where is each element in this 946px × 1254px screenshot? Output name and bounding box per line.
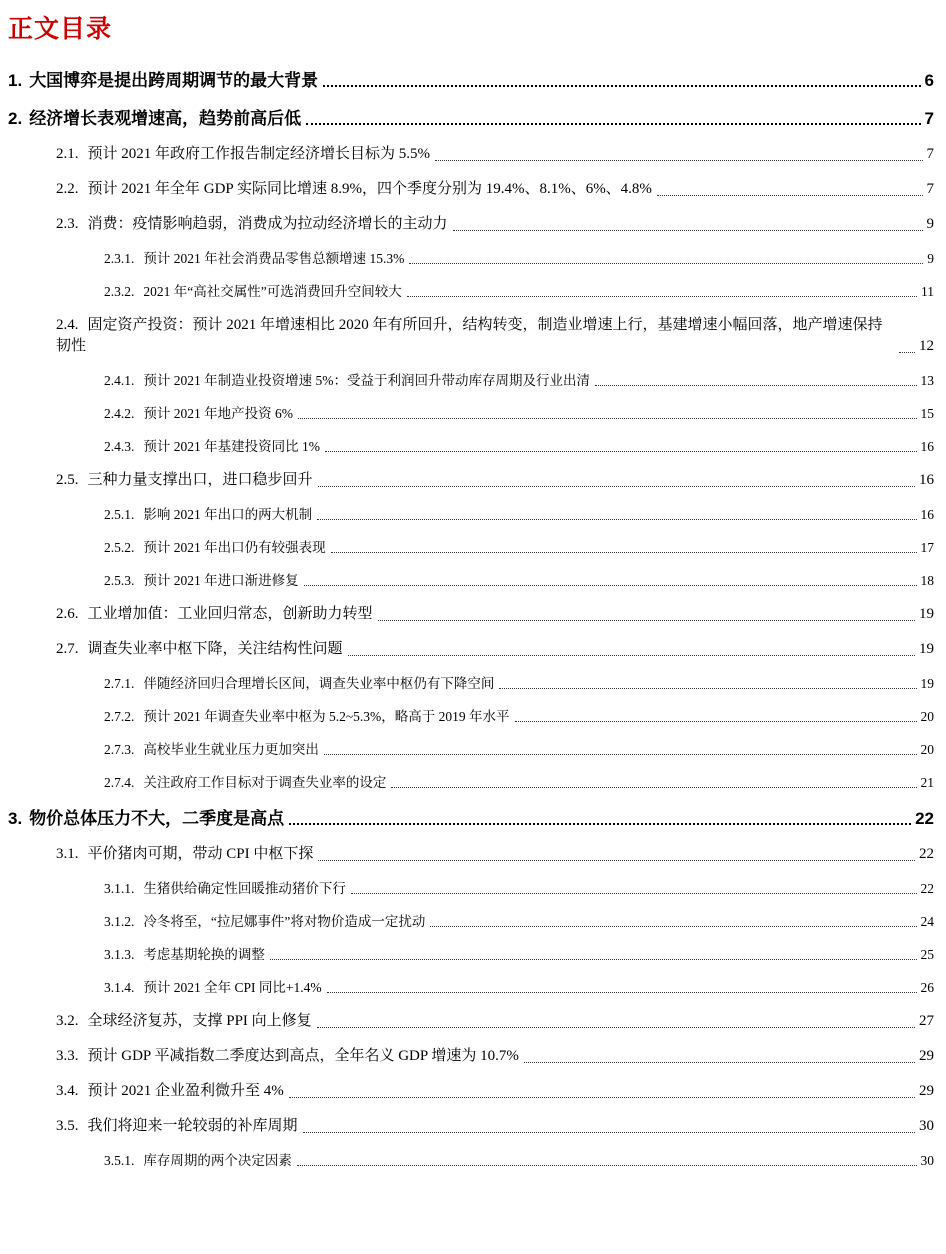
toc-entry-title: 物价总体压力不大，二季度是高点 [29, 809, 285, 828]
toc-entry-number: 2. [8, 109, 23, 128]
toc-entry-page-number: 30 [920, 1153, 934, 1168]
toc-entry-label [104, 978, 322, 997]
toc-entry-title: 预计 2021 年进口渐进修复 [143, 573, 299, 588]
dot-leader [331, 551, 917, 553]
toc-entry-number: 2.3. [56, 216, 79, 232]
dot-leader [409, 262, 923, 264]
dot-leader [318, 859, 915, 861]
toc-entry-page-number: 22 [920, 881, 934, 896]
toc-entry-page-number: 9 [927, 251, 934, 266]
toc-entry[interactable] [104, 282, 934, 301]
toc-entry-number: 3. [8, 809, 23, 828]
dot-leader [453, 229, 923, 231]
toc-entry-label [104, 538, 326, 557]
toc-entry[interactable] [56, 144, 934, 165]
dot-leader [270, 958, 917, 960]
dot-leader [303, 1131, 915, 1133]
toc-entry-number: 2.1. [56, 146, 79, 162]
toc-entry-number: 2.3.2. [104, 284, 135, 299]
toc-entry-title: 库存周期的两个决定因素 [143, 1153, 292, 1168]
toc-entry-title: 消费：疫情影响趋弱，消费成为拉动经济增长的主动力 [87, 216, 448, 232]
dot-leader [524, 1061, 915, 1063]
toc-entry-label [56, 470, 313, 491]
dot-leader [595, 384, 917, 386]
toc-entry-label [104, 571, 299, 590]
toc-entry[interactable] [104, 249, 934, 268]
toc-entry[interactable] [104, 404, 934, 423]
toc-entry-page-number: 7 [926, 181, 934, 197]
dot-leader [323, 84, 920, 87]
toc-entry-title: 预计 2021 年制造业投资增速 5%：受益于利润回升带动库存周期及行业出清 [143, 373, 590, 388]
dot-leader [304, 584, 917, 586]
toc-entry-number: 2.4. [56, 317, 79, 333]
toc-entry-page-number: 15 [920, 406, 934, 421]
toc-entry-number: 3.1. [56, 846, 79, 862]
toc-entry-page-number: 7 [924, 109, 934, 128]
toc-entry-page-number: 20 [920, 709, 934, 724]
toc-entry-title: 生猪供给确定性回暖推动猪价下行 [143, 881, 346, 896]
toc-entry-number: 3.5.1. [104, 1153, 135, 1168]
toc-entry[interactable] [104, 674, 934, 693]
toc-entry-page-number: 16 [920, 507, 934, 522]
toc-entry-label [104, 879, 346, 898]
toc-entry-number: 2.7. [56, 641, 79, 657]
toc-entry-title: 调查失业率中枢下降，关注结构性问题 [87, 641, 343, 657]
toc-entry-label [8, 108, 301, 130]
toc-entry-label [8, 70, 318, 92]
toc-entry-page-number: 29 [919, 1083, 934, 1099]
toc-entry-page-number: 22 [919, 846, 934, 862]
toc-entry-label [56, 315, 894, 357]
toc-entry-number: 2.2. [56, 181, 79, 197]
toc-entry-title: 工业增加值：工业回归常态，创新助力转型 [87, 606, 373, 622]
toc-entry[interactable] [104, 571, 934, 590]
toc-entry-label [56, 1116, 298, 1137]
toc-entry-label [104, 945, 265, 964]
toc-entry-page-number: 7 [926, 146, 934, 162]
toc-entry-page-number: 21 [920, 775, 934, 790]
toc-entry-label [56, 144, 430, 165]
page-title: 正文目录 [8, 15, 113, 43]
toc-entry-number: 2.5.1. [104, 507, 135, 522]
toc-entry-number: 3.1.4. [104, 980, 135, 995]
dot-leader [348, 654, 915, 656]
dot-leader [325, 450, 917, 452]
toc-entry-page-number: 26 [920, 980, 934, 995]
dot-leader [407, 295, 917, 297]
toc-entry-label [104, 707, 510, 726]
toc-entry-label [104, 1151, 292, 1170]
toc-entry-number: 2.7.3. [104, 742, 135, 757]
toc-entry-label [56, 1011, 312, 1032]
dot-leader [289, 1096, 915, 1098]
toc-entry-number: 3.5. [56, 1118, 79, 1134]
toc-entry-number: 2.7.4. [104, 775, 135, 790]
toc-entry-page-number: 18 [920, 573, 934, 588]
toc-entry[interactable] [104, 740, 934, 759]
toc-entry[interactable] [104, 707, 934, 726]
toc-entry[interactable] [56, 1116, 934, 1137]
toc-entry[interactable] [56, 179, 934, 200]
toc-entry-number: 2.6. [56, 606, 79, 622]
toc-entry-label [104, 404, 293, 423]
toc-entry-number: 3.1.1. [104, 881, 135, 896]
dot-leader [289, 822, 911, 825]
toc-entry-title: 预计 2021 年出口仍有较强表现 [143, 540, 326, 555]
dot-leader [435, 159, 923, 161]
toc-entry[interactable] [104, 978, 934, 997]
toc-entry-number: 2.7.1. [104, 676, 135, 691]
toc-entry[interactable] [104, 879, 934, 898]
toc-entry-label [56, 1046, 519, 1067]
toc-entry-title: 经济增长表观增速高，趋势前高后低 [29, 109, 302, 128]
toc-entry-title: 考虑基期轮换的调整 [143, 947, 265, 962]
dot-leader [306, 122, 920, 125]
dot-leader [351, 892, 917, 894]
toc-entry-title: 影响 2021 年出口的两大机制 [143, 507, 313, 522]
toc-entry[interactable] [56, 315, 934, 357]
toc-entry-label [56, 179, 652, 200]
toc-entry-label [8, 808, 284, 830]
toc-entry-title: 关注政府工作目标对于调查失业率的设定 [143, 775, 387, 790]
toc-entry[interactable] [8, 108, 934, 130]
toc-entry[interactable] [104, 1151, 934, 1170]
toc-entry-label [56, 604, 373, 625]
toc-entry-title: 预计 2021 企业盈利微升至 4% [87, 1083, 284, 1099]
toc-entry-page-number: 13 [920, 373, 934, 388]
toc-entry-number: 2.5. [56, 472, 79, 488]
toc-entry-label [56, 639, 343, 660]
toc-entry[interactable] [104, 437, 934, 456]
toc-entry-page-number: 20 [920, 742, 934, 757]
toc-entry-label [104, 437, 320, 456]
toc-entry-page-number: 16 [919, 472, 934, 488]
toc-entry-title: 伴随经济回归合理增长区间，调查失业率中枢仍有下降空间 [143, 676, 495, 691]
toc-entry-title: 高校毕业生就业压力更加突出 [143, 742, 319, 757]
toc-entry-label [104, 505, 312, 524]
toc-entry-label [104, 912, 425, 931]
toc-entry-number: 2.7.2. [104, 709, 135, 724]
toc-list [8, 70, 934, 1170]
toc-entry-label [104, 773, 386, 792]
toc-entry-label [56, 1081, 284, 1102]
toc-entry[interactable] [56, 214, 934, 235]
toc-entry-number: 3.1.2. [104, 914, 135, 929]
toc-entry-page-number: 19 [920, 676, 934, 691]
dot-leader [378, 619, 915, 621]
toc-entry[interactable] [104, 945, 934, 964]
toc-entry[interactable] [56, 1046, 934, 1067]
toc-entry[interactable] [56, 604, 934, 625]
toc-entry[interactable] [56, 1081, 934, 1102]
toc-entry-page-number: 19 [919, 606, 934, 622]
dot-leader [327, 991, 917, 993]
dot-leader [318, 485, 915, 487]
toc-entry[interactable] [104, 371, 934, 390]
toc-entry-number: 2.5.3. [104, 573, 135, 588]
toc-entry[interactable] [104, 773, 934, 792]
toc-entry-title: 预计 2021 年调查失业率中枢为 5.2~5.3%，略高于 2019 年水平 [143, 709, 510, 724]
toc-entry-page-number: 22 [915, 809, 934, 828]
toc-entry-page-number: 11 [921, 284, 934, 299]
toc-entry-title: 预计 GDP 平减指数二季度达到高点，全年名义 GDP 增速为 10.7% [87, 1048, 519, 1064]
toc-entry[interactable] [56, 844, 934, 865]
toc-entry-number: 3.4. [56, 1083, 79, 1099]
toc-entry-title: 固定资产投资：预计 2021 年增速相比 2020 年有所回升，结构转变，制造业增速上行，基建增速小幅回落，地产增速保持韧性 [56, 317, 883, 354]
dot-leader [899, 351, 915, 353]
dot-leader [297, 1164, 917, 1166]
toc-entry-title: 大国博弈是提出跨周期调节的最大背景 [29, 71, 319, 90]
toc-entry-label [104, 371, 590, 390]
toc-entry-title: 冷冬将至，“拉尼娜事件”将对物价造成一定扰动 [143, 914, 426, 929]
dot-leader [657, 194, 923, 196]
toc-entry-page-number: 29 [919, 1048, 934, 1064]
toc-entry-page-number: 9 [926, 216, 934, 232]
toc-entry-page-number: 30 [919, 1118, 934, 1134]
toc-entry[interactable] [56, 1011, 934, 1032]
toc-entry-label [104, 740, 319, 759]
toc-entry-page-number: 16 [920, 439, 934, 454]
toc-entry-title: 2021 年“高社交属性”可选消费回升空间较大 [143, 284, 402, 299]
toc-entry[interactable] [8, 808, 934, 830]
toc-entry-title: 三种力量支撑出口，进口稳步回升 [87, 472, 313, 488]
toc-entry-page-number: 12 [919, 338, 934, 354]
toc-entry-page-number: 6 [924, 71, 934, 90]
dot-leader [515, 720, 917, 722]
dot-leader [298, 417, 917, 419]
toc-entry-label [104, 282, 402, 301]
toc-entry-number: 2.3.1. [104, 251, 135, 266]
toc-entry[interactable] [56, 639, 934, 660]
toc-entry-label [56, 214, 448, 235]
toc-entry-page-number: 27 [919, 1013, 934, 1029]
toc-entry-page-number: 24 [920, 914, 934, 929]
toc-entry-title: 预计 2021 年地产投资 6% [143, 406, 293, 421]
toc-entry-number: 3.3. [56, 1048, 79, 1064]
toc-entry-number: 3.2. [56, 1013, 79, 1029]
toc-entry-number: 2.5.2. [104, 540, 135, 555]
dot-leader [391, 786, 916, 788]
dot-leader [324, 753, 917, 755]
toc-entry[interactable] [104, 538, 934, 557]
toc-entry-label [56, 844, 313, 865]
toc-entry-label [104, 674, 494, 693]
toc-entry-number: 1. [8, 71, 23, 90]
toc-entry-title: 平价猪肉可期，带动 CPI 中枢下探 [87, 846, 314, 862]
dot-leader [317, 1026, 915, 1028]
dot-leader [317, 518, 916, 520]
toc-entry-label [104, 249, 404, 268]
toc-entry-title: 预计 2021 年基建投资同比 1% [143, 439, 320, 454]
toc-entry[interactable] [104, 505, 934, 524]
dot-leader [430, 925, 916, 927]
toc-entry-title: 全球经济复苏，支撑 PPI 向上修复 [87, 1013, 312, 1029]
toc-entry-number: 3.1.3. [104, 947, 135, 962]
toc-entry[interactable] [104, 912, 934, 931]
toc-entry-number: 2.4.1. [104, 373, 135, 388]
toc-entry-title: 预计 2021 年社会消费品零售总额增速 15.3% [143, 251, 405, 266]
toc-entry-title: 预计 2021 年全年 GDP 实际同比增速 8.9%，四个季度分别为 19.4%、8.1%、6%、4.8% [87, 181, 652, 197]
toc-entry-title: 我们将迎来一轮较弱的补库周期 [87, 1118, 298, 1134]
toc-entry-title: 预计 2021 全年 CPI 同比+1.4% [143, 980, 322, 995]
toc-entry[interactable] [56, 470, 934, 491]
toc-entry[interactable] [8, 70, 934, 92]
toc-entry-page-number: 19 [919, 641, 934, 657]
toc-entry-title: 预计 2021 年政府工作报告制定经济增长目标为 5.5% [87, 146, 430, 162]
dot-leader [499, 687, 916, 689]
toc-entry-number: 2.4.3. [104, 439, 135, 454]
toc-entry-page-number: 25 [920, 947, 934, 962]
toc-entry-number: 2.4.2. [104, 406, 135, 421]
toc-entry-page-number: 17 [920, 540, 934, 555]
